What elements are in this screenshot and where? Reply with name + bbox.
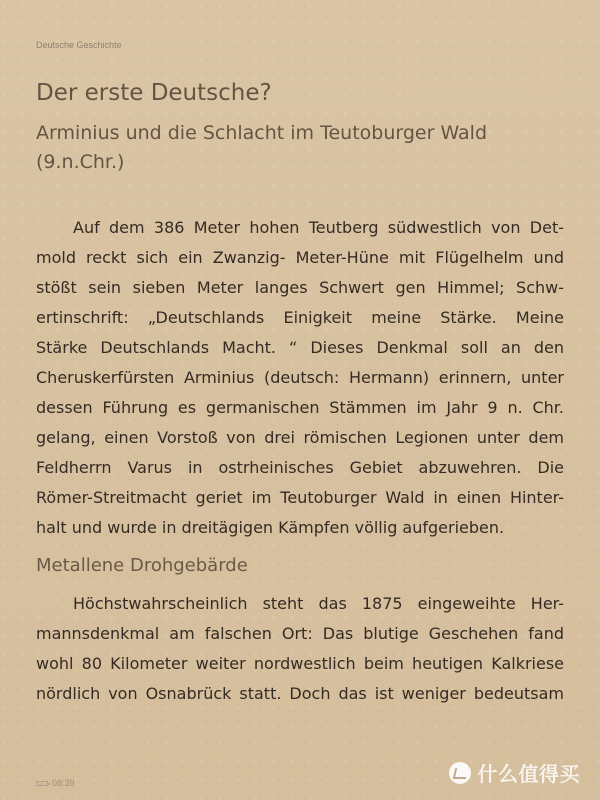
running-header: Deutsche Geschichte: [36, 40, 122, 50]
paragraph-line: mold reckt sich ein Zwanzig- Meter-Hüne mit Flügelhelm und: [36, 248, 564, 268]
section-heading: Metallene Drohgebärde: [36, 555, 248, 577]
watermark-text: 什么值得买: [477, 762, 580, 786]
subtitle-line: (9.n.Chr.): [36, 151, 125, 174]
subtitle-line: Arminius und die Schlacht im Teutoburger Wald: [36, 121, 488, 144]
paragraph-line: Cheruskerfürsten Arminius (deutsch: Hermann) erinnern, unter: [36, 368, 564, 388]
watermark-logo-icon: [449, 762, 471, 784]
subtitle: [36, 119, 564, 178]
paragraph-line: Höchstwahrscheinlich steht das 1875 eingeweihte Her-: [73, 594, 564, 614]
paragraph-line: mannsdenkmal am falschen Ort: Das blutige Geschehen fand: [36, 624, 564, 644]
paragraph-line: Auf dem 386 Meter hohen Teutberg südwestlich von Det-: [73, 218, 564, 238]
body-paragraph: [36, 589, 564, 709]
body-paragraph: [36, 213, 564, 543]
paragraph-line: gelang, einen Vorstoß von drei römischen Legionen unter dem: [36, 428, 564, 448]
paragraph-line: halt und wurde in dreitägigen Kämpfen völlig aufgerieben.: [36, 518, 505, 538]
paragraph-line: Feldherrn Varus in ostrheinisches Gebiet abzuwehren. Die: [36, 458, 564, 478]
paragraph-line: Römer-Streitmacht geriet im Teutoburger Wald in einen Hinter-: [36, 488, 564, 508]
watermark: [449, 758, 581, 787]
status-time: 08:39: [52, 778, 75, 788]
status-footer: [36, 778, 75, 788]
paragraph-line: nördlich von Osnabrück statt. Doch das ist weniger bedeutsam: [36, 684, 564, 704]
paragraph-line: wohl 80 Kilometer weiter nordwestlich beim heutigen Kalkriese: [36, 654, 564, 674]
paragraph-line: Stärke Deutschlands Macht. “ Dieses Denkmal soll an den: [36, 338, 564, 358]
reader-page: [36, 80, 564, 709]
page-title: Der erste Deutsche?: [36, 80, 272, 106]
paragraph-line: ertinschrift: „Deutschlands Einigkeit meine Stärke. Meine: [36, 308, 564, 328]
battery-icon: [36, 781, 48, 786]
paragraph-line: stößt sein sieben Meter langes Schwert gen Himmel; Schw-: [36, 278, 564, 298]
paragraph-line: dessen Führung es germanischen Stämmen im Jahr 9 n. Chr.: [36, 398, 564, 418]
